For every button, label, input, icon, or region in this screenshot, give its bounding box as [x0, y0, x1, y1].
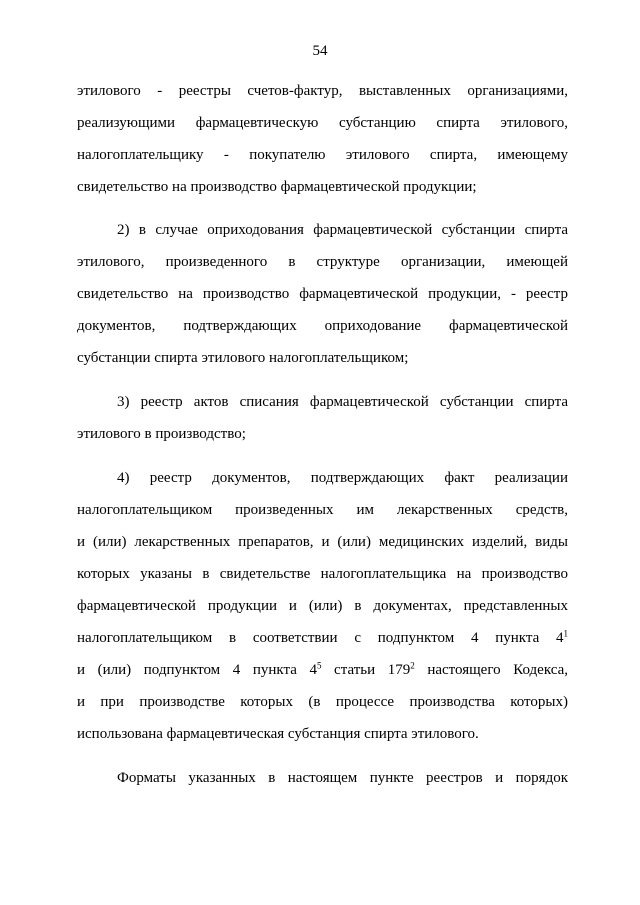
line-text: которых указаны в свидетельстве налогоплательщика на производство — [77, 566, 568, 582]
line-text: 4) реестр документов, подтверждающих факт реализации — [117, 470, 568, 486]
text-line — [77, 284, 568, 304]
line-text: настоящего Кодекса, — [414, 662, 568, 678]
text-line — [77, 81, 568, 101]
line-text: свидетельство на производство фармацевтической продукции, - реестр — [77, 286, 568, 302]
line-text: 3) реестр актов списания фармацевтической субстанции спирта — [117, 394, 568, 410]
text-line — [77, 424, 568, 444]
text-line — [77, 692, 568, 712]
line-text: фармацевтической продукции и (или) в документах, представленных — [77, 598, 568, 614]
text-line — [77, 660, 568, 680]
text-line — [77, 145, 568, 165]
line-text: этилового - реестры счетов-фактур, выставленных организациями, — [77, 83, 568, 99]
line-text: реализующими фармацевтическую субстанцию спирта этилового, — [77, 115, 568, 131]
line-text: статьи 179 — [321, 662, 411, 678]
superscript: 5 — [316, 660, 322, 671]
line-text: 2) в случае оприходования фармацевтической субстанции спирта — [117, 222, 568, 238]
line-text: Форматы указанных в настоящем пункте реестров и порядок — [117, 770, 568, 786]
text-line — [77, 724, 568, 744]
line-text: этилового, произведенного в структуре организации, имеющей — [77, 254, 568, 270]
line-text: и (или) лекарственных препаратов, и (или) медицинских изделий, виды — [77, 534, 568, 550]
text-line — [77, 252, 568, 272]
line-text: документов, подтверждающих оприходование фармацевтической — [77, 318, 568, 334]
text-line — [117, 392, 568, 412]
text-line — [117, 468, 568, 488]
text-line — [77, 628, 568, 648]
line-text: свидетельство на производство фармацевтической продукции; — [77, 179, 477, 195]
text-line — [77, 348, 568, 368]
line-text: субстанции спирта этилового налогоплательщиком; — [77, 350, 409, 366]
text-line — [77, 500, 568, 520]
line-text: налогоплательщиком в соответствии с подпунктом 4 пункта 4 — [77, 630, 564, 646]
text-line — [117, 768, 568, 788]
superscript: 2 — [410, 660, 415, 671]
text-line — [117, 220, 568, 240]
superscript: 1 — [563, 628, 568, 639]
line-text: и (или) подпунктом 4 пункта 4 — [77, 662, 317, 678]
line-text: налогоплательщиком произведенных им лекарственных средств, — [77, 502, 568, 518]
page-number: 54 — [312, 43, 328, 59]
text-line — [77, 596, 568, 616]
line-text: этилового в производство; — [77, 426, 246, 442]
line-text: использована фармацевтическая субстанция спирта этилового. — [77, 726, 479, 742]
line-text: налогоплательщику - покупателю этилового спирта, имеющему — [77, 147, 568, 163]
text-line — [77, 564, 568, 584]
text-line — [77, 177, 568, 197]
text-line — [77, 532, 568, 552]
text-line — [77, 316, 568, 336]
line-text: и при производстве которых (в процессе производства которых) — [77, 694, 568, 710]
text-line — [77, 113, 568, 133]
